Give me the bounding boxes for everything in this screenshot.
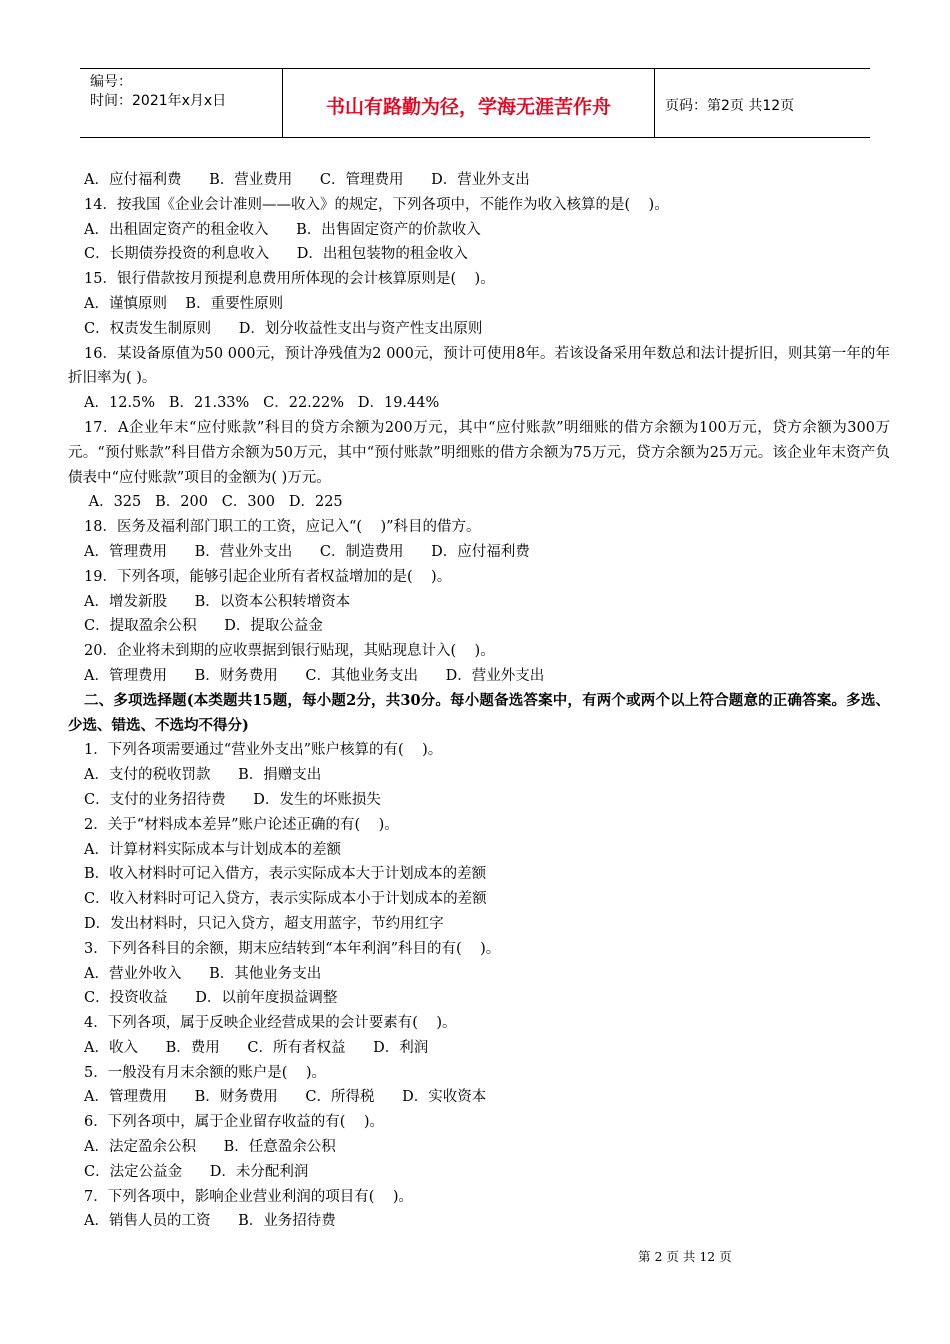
text-line: A．出租固定资产的租金收入 B．出售固定资产的价款收入 (84, 221, 481, 238)
number-label: 编号： (90, 74, 132, 90)
text-line: A．支付的税收罚款 B．捐赠支出 (84, 767, 322, 784)
page-footer: 第 2 页 共 12 页 (638, 1249, 732, 1264)
question-line: 2．关于“材料成本差异”账户论述正确的有( )。 (84, 816, 399, 833)
header-motto: 书山有路勤为径，学海无涯苦作舟 (283, 69, 655, 137)
question-line: 1．下列各项需要通过“营业外支出”账户核算的有( )。 (84, 742, 443, 759)
text-line: A．管理费用 B．财务费用 C．所得税 D．实收资本 (84, 1089, 487, 1106)
question-line: 15．银行借款按月预提利息费用所体现的会计核算原则是( )。 (84, 271, 495, 288)
question-line: 18．医务及福利部门职工的工资，应记入“( )”科目的借方。 (84, 519, 481, 536)
time-label: 时间：2021年x月x日 (90, 93, 227, 109)
text-line: C．收入材料时可记入贷方，表示实际成本小于计划成本的差额 (84, 891, 487, 908)
text-line: C．权责发生制原则 D．划分收益性支出与资产性支出原则 (84, 320, 483, 337)
text-line: A．销售人员的工资 B．业务招待费 (84, 1213, 336, 1230)
text-line: A．管理费用 B．财务费用 C．其他业务支出 D．营业外支出 (84, 667, 545, 684)
text-line: A．谨慎原则 B．重要性原则 (84, 295, 284, 312)
section-heading: 二、多项选择题(本类题共15题，每小题2分，共30分。每小题备选答案中，有两个或两个以上符合题意的正确答案。多选、少选、错选、不选均不得分) (68, 691, 890, 734)
text-line: C．长期债券投资的利息收入 D．出租包装物的租金收入 (84, 246, 468, 263)
text-line: D．发出材料时，只记入贷方，超支用蓝字，节约用红字 (84, 915, 444, 932)
text-line: B．收入材料时可记入借方，表示实际成本大于计划成本的差额 (84, 866, 487, 883)
text-line: C．提取盈余公积 D．提取公益金 (84, 618, 323, 635)
question-line: 20．企业将未到期的应收票据到银行贴现，其贴现息计入( )。 (84, 643, 495, 660)
text-line: A．325 B．200 C．300 D．225 (84, 494, 343, 511)
question-line: 3．下列各科目的余额，期末应结转到“本年利润”科目的有( )。 (84, 940, 501, 957)
text-line: C．法定公益金 D．未分配利润 (84, 1163, 309, 1180)
question-line: 17．A企业年末“应付账款”科目的贷方余额为200万元，其中“应付账款”明细账的借方余额为100万元，贷方余额为300万元。“预付账款”科目借方余额为50万元，其中“预付账款”明细账的借方余额为75万元，贷方余额为25万元。该企业年末资产负债表中“应付账款”项目的金额为( )万元。 (68, 419, 890, 486)
question-line: 14．按我国《企业会计准则——收入》的规定，下列各项中，不能作为收入核算的是( )。 (84, 196, 669, 213)
document-body (68, 168, 890, 1234)
text-line: C．投资收益 D．以前年度损益调整 (84, 990, 338, 1007)
text-line: A．收入 B．费用 C．所有者权益 D．利润 (84, 1039, 429, 1056)
text-line: A．管理费用 B．营业外支出 C．制造费用 D．应付福利费 (84, 543, 530, 560)
text-line: A．计算材料实际成本与计划成本的差额 (84, 841, 341, 858)
text-line: A．12.5% B．21.33% C．22.22% D．19.44% (84, 395, 440, 412)
page-header (80, 68, 870, 138)
question-line: 5．一般没有月末余额的账户是( )。 (84, 1064, 326, 1081)
question-line: 6．下列各项中，属于企业留存收益的有( )。 (84, 1114, 384, 1131)
text-line: A．法定盈余公积 B．任意盈余公积 (84, 1139, 336, 1156)
text-line: A．应付福利费 B．营业费用 C．管理费用 D．营业外支出 (84, 172, 530, 188)
question-line: 7．下列各项中，影响企业营业利润的项目有( )。 (84, 1188, 413, 1205)
question-line: 19．下列各项，能够引起企业所有者权益增加的是( )。 (84, 568, 452, 585)
text-line: A．增发新股 B．以资本公积转增资本 (84, 593, 351, 610)
header-page-label: 页码：第2页 共12页 (665, 98, 795, 114)
header-info (80, 69, 283, 137)
question-line: 16．某设备原值为50 000元，预计净残值为2 000元，预计可使用8年。若该设备采用年数总和法计提折旧，则其第一年的年折旧率为( )。 (68, 345, 890, 387)
text-line: C．支付的业务招待费 D．发生的坏账损失 (84, 791, 381, 808)
text-line: A．营业外收入 B．其他业务支出 (84, 965, 322, 982)
question-line: 4．下列各项，属于反映企业经营成果的会计要素有( )。 (84, 1015, 457, 1032)
